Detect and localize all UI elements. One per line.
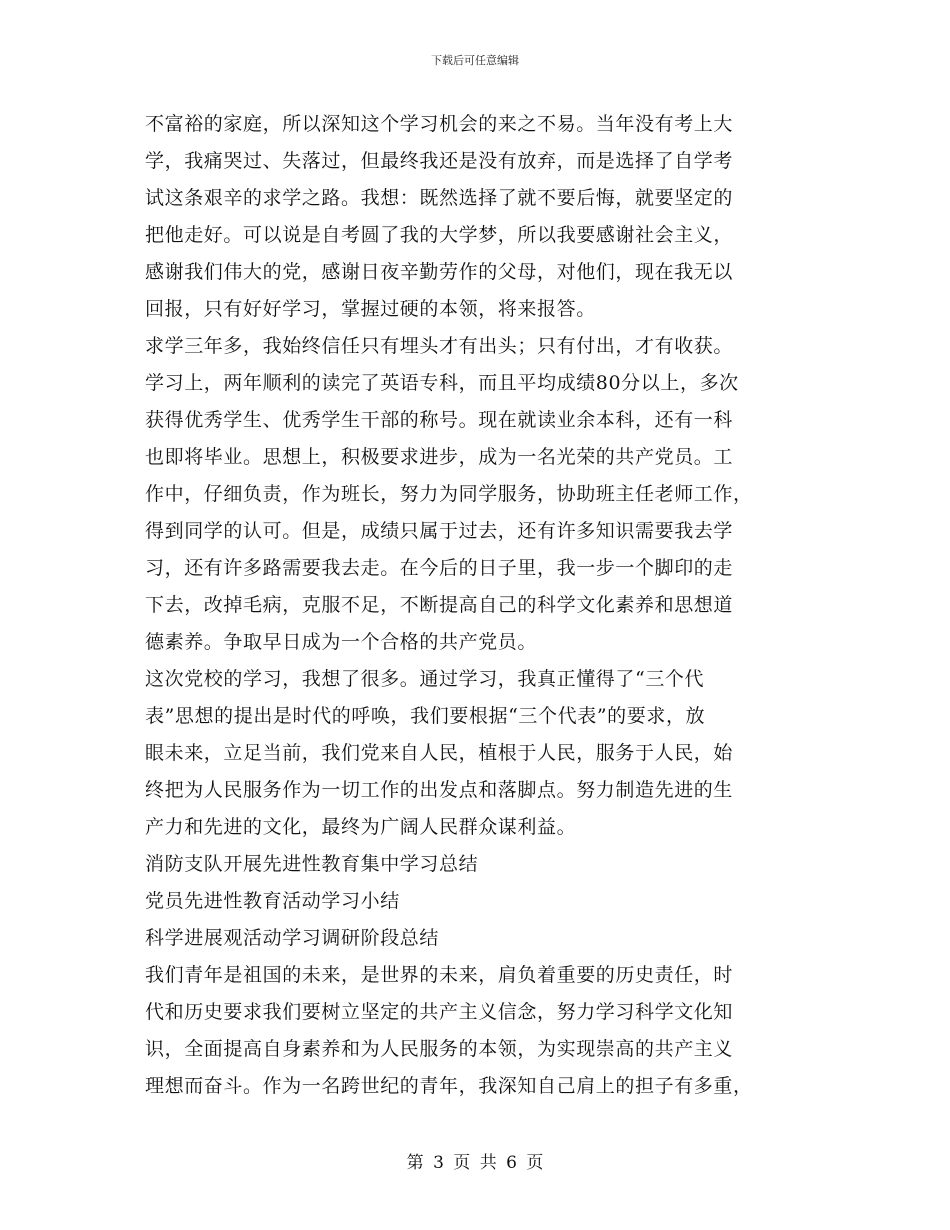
text-line: 学，我痛哭过、失落过，但最终我还是没有放弃，而是选择了自学考 <box>145 150 734 172</box>
text-line: 理想而奋斗。作为一名跨世纪的青年，我深知自己肩上的担子有多重， <box>145 1075 753 1097</box>
text-line: 回报，只有好好学习，掌握过硬的本领，将来报答。 <box>145 298 596 320</box>
text-line: 习，还有许多路需要我去走。在今后的日子里，我一步一个脚印的走 <box>145 557 734 579</box>
text-line: 表”思想的提出是时代的呼唤，我们要根据“三个代表”的要求，放 <box>145 705 706 727</box>
section-heading: 党员先进性教育活动学习小结 <box>145 890 400 912</box>
text-line: 产力和先进的文化，最终为广阔人民群众谋利益。 <box>145 816 577 838</box>
document-body <box>145 106 805 1105</box>
section-heading: 科学进展观活动学习调研阶段总结 <box>145 927 440 949</box>
text-line: 作中，仔细负责，作为班长，努力为同学服务，协助班主任老师工作， <box>145 483 753 505</box>
text-line: 下去，改掉毛病，克服不足，不断提高自己的科学文化素养和思想道 <box>145 594 734 616</box>
text-line: 把他走好。可以说是自考圆了我的大学梦，所以我要感谢社会主义， <box>145 224 734 246</box>
text-line: 试这条艰辛的求学之路。我想：既然选择了就不要后悔，就要坚定的 <box>145 187 734 209</box>
page-number-footer: 第 3 页 共 6 页 <box>406 1153 544 1173</box>
text-line: 眼未来，立足当前，我们党来自人民，植根于人民，服务于人民，始 <box>145 742 734 764</box>
section-heading: 消防支队开展先进性教育集中学习总结 <box>145 853 479 875</box>
text-line: 获得优秀学生、优秀学生干部的称号。现在就读业余本科，还有一科 <box>145 409 734 431</box>
page-header: 下载后可任意编辑 <box>431 54 519 67</box>
text-line: 得到同学的认可。但是，成绩只属于过去，还有许多知识需要我去学 <box>145 520 734 542</box>
text-line: 不富裕的家庭，所以深知这个学习机会的来之不易。当年没有考上大 <box>145 113 734 135</box>
text-line: 也即将毕业。思想上，积极要求进步，成为一名光荣的共产党员。工 <box>145 446 734 468</box>
text-line: 终把为人民服务作为一切工作的出发点和落脚点。努力制造先进的生 <box>145 779 734 801</box>
text-line: 求学三年多，我始终信任只有埋头才有出头；只有付出，才有收获。 <box>145 335 734 357</box>
text-line: 这次党校的学习，我想了很多。通过学习，我真正懂得了“三个代 <box>145 668 705 690</box>
text-line: 我们青年是祖国的未来，是世界的未来，肩负着重要的历史责任，时 <box>145 964 734 986</box>
text-line: 代和历史要求我们要树立坚定的共产主义信念，努力学习科学文化知 <box>145 1001 734 1023</box>
text-line: 感谢我们伟大的党，感谢日夜辛勤劳作的父母，对他们，现在我无以 <box>145 261 734 283</box>
text-line: 学习上，两年顺利的读完了英语专科，而且平均成绩80分以上，多次 <box>145 372 739 394</box>
text-line: 识，全面提高自身素养和为人民服务的本领，为实现崇高的共产主义 <box>145 1038 734 1060</box>
text-line: 德素养。争取早日成为一个合格的共产党员。 <box>145 631 538 653</box>
